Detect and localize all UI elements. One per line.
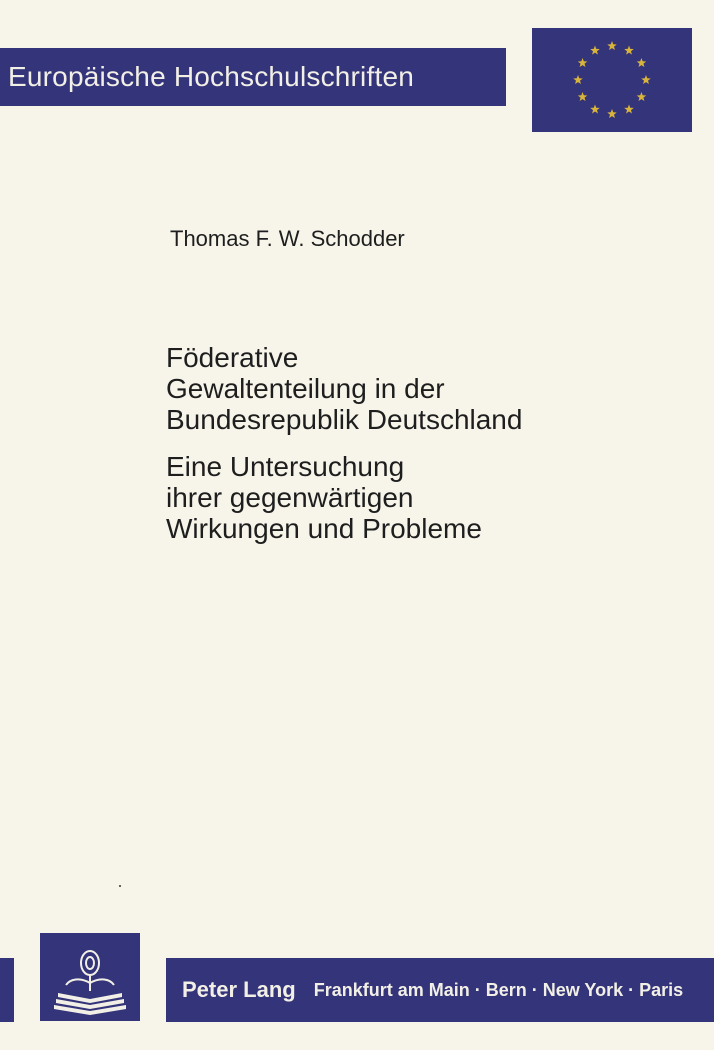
print-speck [119,885,121,887]
subtitle-line: ihrer gegenwärtigen [166,482,414,513]
subtitle-line: Eine Untersuchung [166,451,405,482]
title-line: Bundesrepublik Deutschland [166,404,523,435]
flag-star-icon [607,109,617,118]
series-band [0,48,506,106]
publisher-band [166,958,714,1022]
series-title: Europäische Hochschulschriften [8,61,414,92]
eu-flag-icon [532,28,692,132]
flag-star-icon [578,58,588,67]
title-line: Föderative [166,342,299,373]
publisher-logo-icon [40,933,140,1021]
author-name: Thomas F. W. Schodder [170,226,405,251]
publisher-cities: Frankfurt am Main · Bern · New York · Paris [313,979,684,1000]
flag-star-icon [590,46,600,55]
left-band-stub [0,958,14,1022]
subtitle-line: Wirkungen und Probleme [166,513,482,544]
flag-star-icon [637,92,647,101]
flag-star-icon [637,58,647,67]
flag-star-icon [641,75,651,84]
flag-star-icon [607,41,617,50]
flag-star-icon [624,104,634,113]
flag-star-icon [573,75,583,84]
title-line: Gewaltenteilung in der [166,373,445,404]
book-subtitle [166,451,686,544]
publisher-name: Peter Lang [182,977,296,1002]
book-title [166,342,686,435]
flag-star-icon [578,92,588,101]
flag-star-icon [624,46,634,55]
flag-star-icon [590,104,600,113]
